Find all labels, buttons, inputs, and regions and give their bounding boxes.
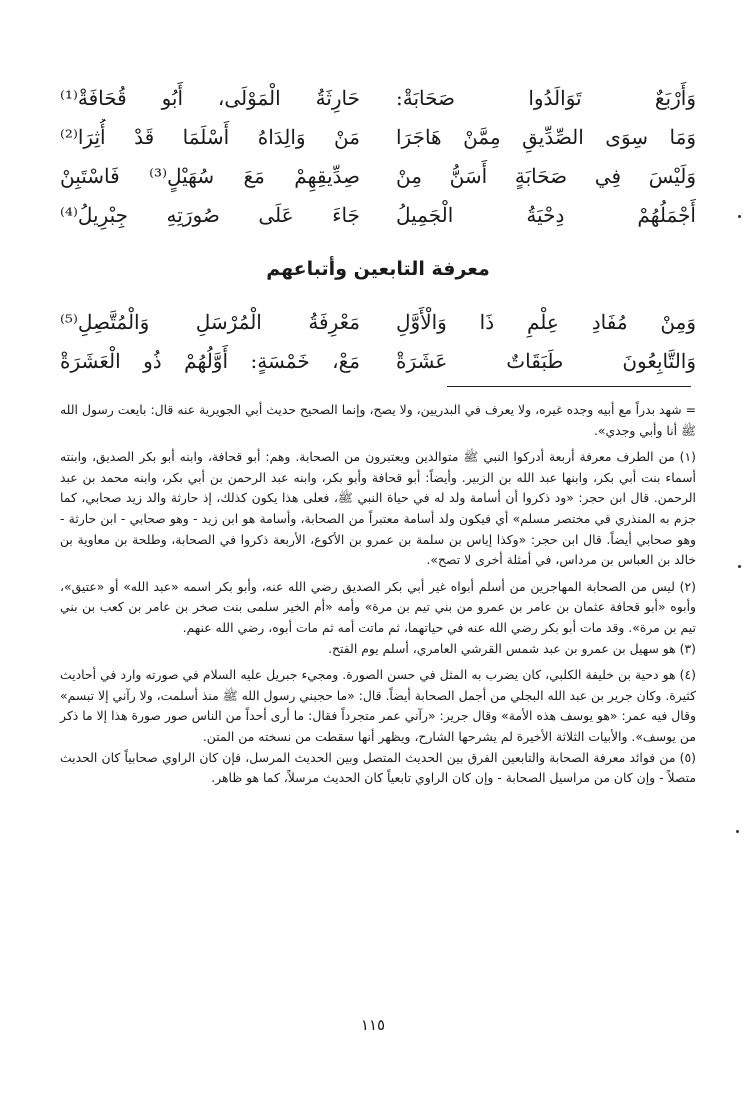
footnote-continuation: = شهد بدراً مع أبيه وجده غيره، ولا يعرف في البدريين، ولا يصح، وإنما الصحيح حديث أبي الجويرية عنه قال: بايعت رسول الله ﷺ أنا وأبي وجدي». [60,402,696,438]
verse-first-hemistich: وَالتَّابِعُونَ طَبَقَاتٌ عَشَرَةْ [396,349,696,373]
verse-second-hemistich: حَارِثَةُ الْمَوْلَى، أَبُو قُحَافَةْ⁽¹⁾ [60,86,360,110]
scan-speck [738,215,741,218]
poem-verses-bottom [60,304,696,382]
footnote-1: (١) من الطرف معرفة أربعة أدركوا النبي ﷺ متوالدين ويعتبرون من الصحابة. وهم: أبو قحافة، وابنه أبو بكر الصديق، وابنته أسماء بنت أبي بكر، وابنها عبد الله بن الزبير. وأيضاً: أبو قحافة وأبو بكر، وابنه عبد الرحمن بن أبي بكر، وابنه محمد بن عبد الرحمن. قال ابن حجر: «ود ذكروا أن أسامة ولد له في حياة النبي ﷺ، فعلى هذا يكون كذلك، إذ حارثة والد زيد صحابي، كما جزم به المنذري في مختصر مسلم» أي فيكون ولد أسامة معتبراً من الصحابة، وأسامة هو ابن زيد - وهو صحابي - ابن حارثة - وهو صحابي أيضاً. قال ابن حجر: «وكذا إياس بن سلمة بن عمرو بن الأكوع، الأربعة ذكروا في الصحابة، وطلحة بن معاوية بن خالد بن العباس بن مرداس، في أمثلة أخرى لا تصح». [60,449,696,568]
scan-speck [738,565,741,568]
section-heading: معرفة التابعين وأتباعهم [266,258,490,280]
verse-line [60,343,696,382]
verse-line [60,119,696,158]
verse-second-hemistich: مَنْ وَالِدَاهُ أَسْلَمَا قَدْ أُثِرَا⁽²⁾ [60,125,360,149]
footnote-4: (٤) هو دحية بن خليفة الكلبي، كان يضرب به المثل في حسن الصورة. ومجيء جبريل عليه السلام في صورته وارد في أحاديث كثيرة. وكان جرير بن عبد الله البجلي من أجمل الصحابة أيضاً. قال: «ما حجبني رسول الله ﷺ منذ أسلمت، ولا رآني إلا تبسم» وقال فيه عمر: «هو يوسف هذه الأمة» وقال جرير: «رآني عمر متجرداً فقال: ما أرى أحداً من الناس صور صورة هذا إلا ما ذكر من يوسف». والأبيات الثلاثة الأخيرة لم يشرحها الشارح، ويظهر أنها سقطت من نسخته من المتن. [60,667,696,744]
verse-first-hemistich: أَجْمَلُهُمْ دِحْيَةُ الْجَمِيلُ [396,203,696,227]
footnotes [60,400,696,789]
verse-line [60,304,696,343]
verse-line [60,158,696,197]
verse-first-hemistich: وَلَيْسَ فِي صَحَابَةٍ أَسَنُّ مِنْ [396,164,696,188]
verse-second-hemistich: جَاءَ عَلَى صُورَتِهِ جِبْرِيلُ⁽⁴⁾ [60,203,360,227]
scan-speck [736,830,739,833]
verse-second-hemistich: صِدِّيقِهِمْ مَعَ سُهَيْلٍ⁽³⁾ فَاسْتَبِنْ [60,164,360,188]
footnote-separator [447,386,691,387]
verse-first-hemistich: وَأَرْبَعٌ تَوَالَدُوا صَحَابَةْ: [396,86,696,110]
verse-line [60,197,696,236]
verse-line [60,80,696,119]
verse-second-hemistich: مَعْ، خَمْسَةٍ: أَوَّلُهُمْ ذُو الْعَشَرَةْ [60,349,360,373]
footnote-2: (٢) ليس من الصحابة المهاجرين من أسلم أبواه غير أبي بكر الصديق رضي الله عنه، وأبو بكر اسمه «عبد الله» أو «عتيق»، وأبوه «أبو قحافة عثمان بن عامر بن عمرو من بني تيم بن مرة» وأمه «أم الخير سلمى بنت صخر بن عامر بن كعب بن بني تيم بن مرة». وقد مات أبو بكر رضي الله عنه في حياتهما، ثم ماتت أمه ثم مات أبوه، رضي الله عنهم. [60,578,696,635]
verse-second-hemistich: مَعْرِفَةُ الْمُرْسَلِ وَالْمُتَّصِلِ⁽⁵⁾ [60,310,360,334]
footnote-3: (٣) هو سهيل بن عمرو بن عبد شمس القرشي العامري، أسلم يوم الفتح. [328,640,696,656]
page-number: ١١٥ [360,1016,386,1034]
poem-verses-top [60,80,696,236]
footnote-5: (٥) من فوائد معرفة الصحابة والتابعين الفرق بين الحديث المتصل وبين الحديث المرسل، فإن كان الراوي صحابياً كان الحديث متصلاً - وإن كان من مراسيل الصحابة - وإن كان الراوي تابعياً كان الحديث مرسلاً، كما هو ظاهر. [60,749,696,786]
verse-first-hemistich: وَمَا سِوَى الصِّدِّيقِ مِمَّنْ هَاجَرَا [396,125,696,149]
verse-first-hemistich: وَمِنْ مُفَادِ عِلْمِ ذَا وَالْأَوَّلِ [396,310,696,334]
